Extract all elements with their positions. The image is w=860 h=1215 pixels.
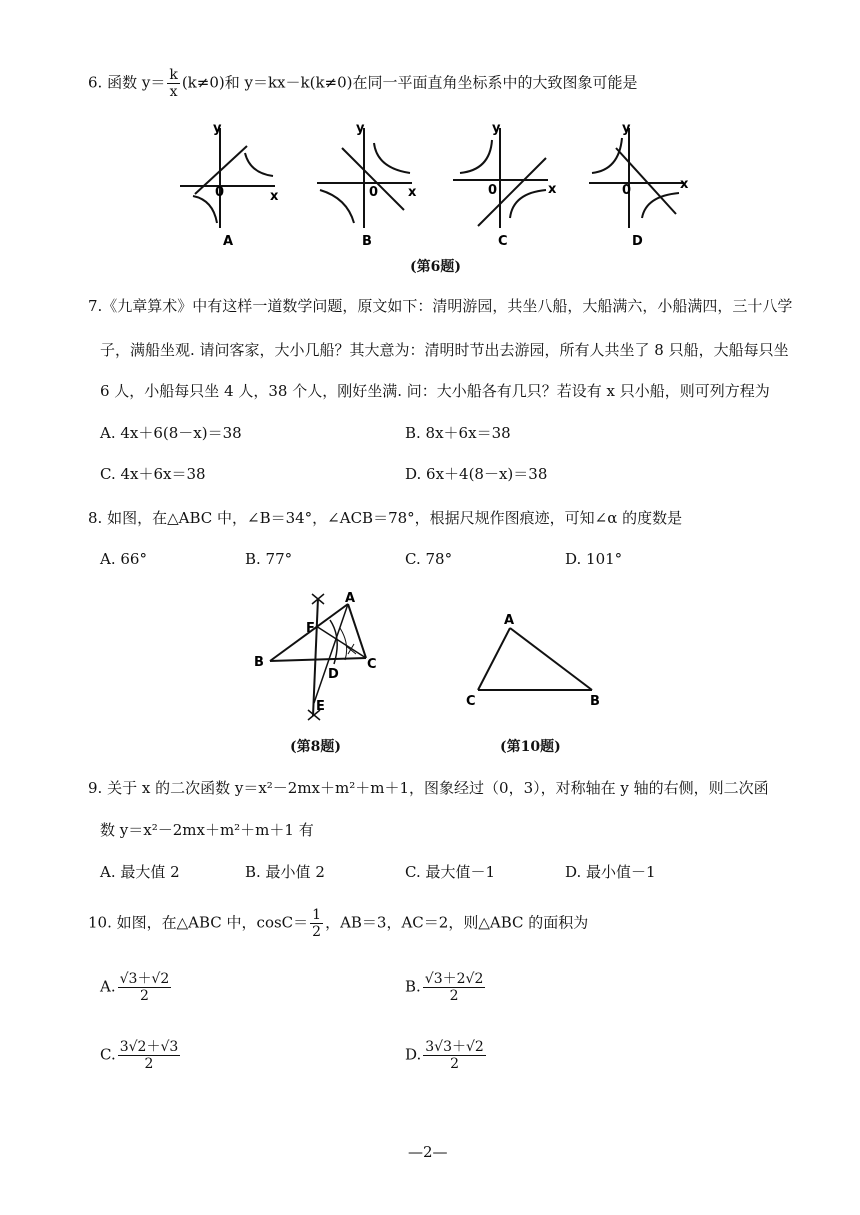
q10-stem — [88, 908, 588, 939]
q10-option-d-den: 2 — [450, 1056, 460, 1072]
q8-option-d: D. 101° — [565, 550, 623, 568]
q10-option-d-fraction — [423, 1040, 486, 1071]
q6-c-axis-x: x — [548, 182, 557, 197]
q6-graph-a — [175, 118, 285, 248]
q10-option-d-letter: D. — [405, 1045, 422, 1064]
q10-label-b: B — [590, 694, 600, 709]
q6-graph-c — [448, 118, 563, 248]
q9-line-1: 9. 关于 x 的二次函数 y＝x²－2mx＋m²＋m＋1，图象经过（0，3），对称轴在 y 轴的右侧，则二次函 — [88, 779, 769, 797]
q10-option-b-letter: B. — [405, 977, 421, 996]
q9-option-d: D. 最小值－1 — [565, 863, 656, 881]
q6-a-axis-x: x — [270, 189, 279, 204]
q7-line-3: 6 人，小船每只坐 4 人，38 个人，刚好坐满. 问：大小船各有几只？若设有 x 只小船，则可列方程为 — [100, 382, 770, 400]
q9-option-b: B. 最小值 2 — [245, 863, 325, 881]
q10-option-d-num: 3√3＋√2 — [425, 1039, 484, 1055]
q10-option-c-den: 2 — [144, 1056, 154, 1072]
q10-option-a — [100, 972, 173, 1003]
q6-stem — [88, 68, 638, 99]
q6-a-axis-y: y — [213, 121, 222, 136]
q10-caption: (第10题) — [500, 739, 561, 755]
q10-option-a-den: 2 — [139, 988, 149, 1004]
q6-label-d: D — [632, 234, 643, 249]
q8-label-f: F — [306, 621, 315, 636]
q6-caption: (第6题) — [410, 259, 461, 275]
q6-graph-b — [312, 118, 422, 248]
q6-label-c: C — [498, 234, 508, 249]
q7-option-d: D. 6x＋4(8－x)＝38 — [405, 465, 548, 483]
q6-d-axis-x: x — [680, 177, 689, 192]
q10-option-a-fraction — [118, 972, 172, 1003]
q10-option-c-letter: C. — [100, 1045, 116, 1064]
q10-option-b-den: 2 — [449, 988, 459, 1004]
q8-option-b: B. 77° — [245, 550, 293, 568]
q6-frac-den: x — [169, 84, 178, 100]
q10-fraction — [310, 908, 323, 939]
q8-label-b: B — [254, 655, 264, 670]
q10-figure — [464, 610, 614, 710]
q10-option-b-num: √3＋2√2 — [424, 971, 484, 987]
q6-prefix: 6. 函数 y＝ — [88, 73, 166, 92]
q9-option-c: C. 最大值－1 — [405, 863, 496, 881]
q10-prefix: 10. 如图，在△ABC 中，cosC＝ — [88, 913, 309, 932]
q10-option-c — [100, 1040, 182, 1071]
q6-graph-d — [584, 118, 694, 248]
q9-line-2: 数 y＝x²－2mx＋m²＋m＋1 有 — [100, 821, 314, 839]
q6-b-axis-x: x — [408, 185, 417, 200]
q10-option-a-letter: A. — [100, 977, 116, 996]
q7-option-c: C. 4x＋6x＝38 — [100, 465, 206, 483]
q6-b-axis-y: y — [356, 121, 365, 136]
q10-frac-den: 2 — [312, 924, 322, 940]
q10-option-c-num: 3√2＋√3 — [119, 1039, 179, 1055]
q6-c-origin: 0 — [488, 183, 498, 198]
q6-c-axis-y: y — [492, 121, 501, 136]
q8-label-d: D — [328, 667, 339, 682]
q10-label-c: C — [466, 694, 476, 709]
q8-caption: (第8题) — [290, 739, 341, 755]
q10-label-a: A — [504, 613, 515, 628]
q6-frac-num: k — [169, 67, 178, 83]
q8-figure — [250, 588, 400, 728]
q6-suffix: (k≠0)和 y＝kx－k(k≠0)在同一平面直角坐标系中的大致图象可能是 — [181, 73, 638, 92]
q7-option-a: A. 4x＋6(8－x)＝38 — [100, 424, 242, 442]
q10-option-b-fraction — [423, 972, 486, 1003]
q10-frac-num: 1 — [312, 907, 322, 923]
q10-option-b — [405, 972, 487, 1003]
q6-fraction — [167, 68, 179, 99]
q6-label-a: A — [223, 234, 234, 249]
q9-option-a: A. 最大值 2 — [100, 863, 180, 881]
q10-option-a-num: √3＋√2 — [119, 971, 170, 987]
q6-d-origin: 0 — [622, 183, 632, 198]
q6-b-origin: 0 — [369, 185, 379, 200]
q8-stem: 8. 如图，在△ABC 中，∠B＝34°，∠ACB＝78°，根据尺规作图痕迹，可知∠α 的度数是 — [88, 509, 683, 527]
q6-d-axis-y: y — [622, 121, 631, 136]
q7-line-1: 7.《九章算术》中有这样一道数学问题，原文如下：清明游园，共坐八船，大船满六，小船满四，三十八学 — [88, 297, 793, 315]
q7-line-2: 子，满船坐观. 请问客家，大小几船？其大意为：清明时节出去游园，所有人共坐了 8 只船，大船每只坐 — [100, 341, 789, 359]
q8-option-c: C. 78° — [405, 550, 453, 568]
q8-option-a: A. 66° — [100, 550, 147, 568]
q6-a-origin: 0 — [215, 185, 225, 200]
q8-label-e: E — [316, 699, 325, 714]
q10-suffix: ，AB＝3，AC＝2，则△ABC 的面积为 — [325, 913, 589, 932]
q7-option-b: B. 8x＋6x＝38 — [405, 424, 511, 442]
q8-label-c: C — [367, 657, 377, 672]
q8-label-a: A — [345, 591, 356, 606]
q10-option-c-fraction — [118, 1040, 181, 1071]
q6-label-b: B — [362, 234, 372, 249]
q10-option-d — [405, 1040, 488, 1071]
page-number: —2— — [408, 1143, 448, 1161]
